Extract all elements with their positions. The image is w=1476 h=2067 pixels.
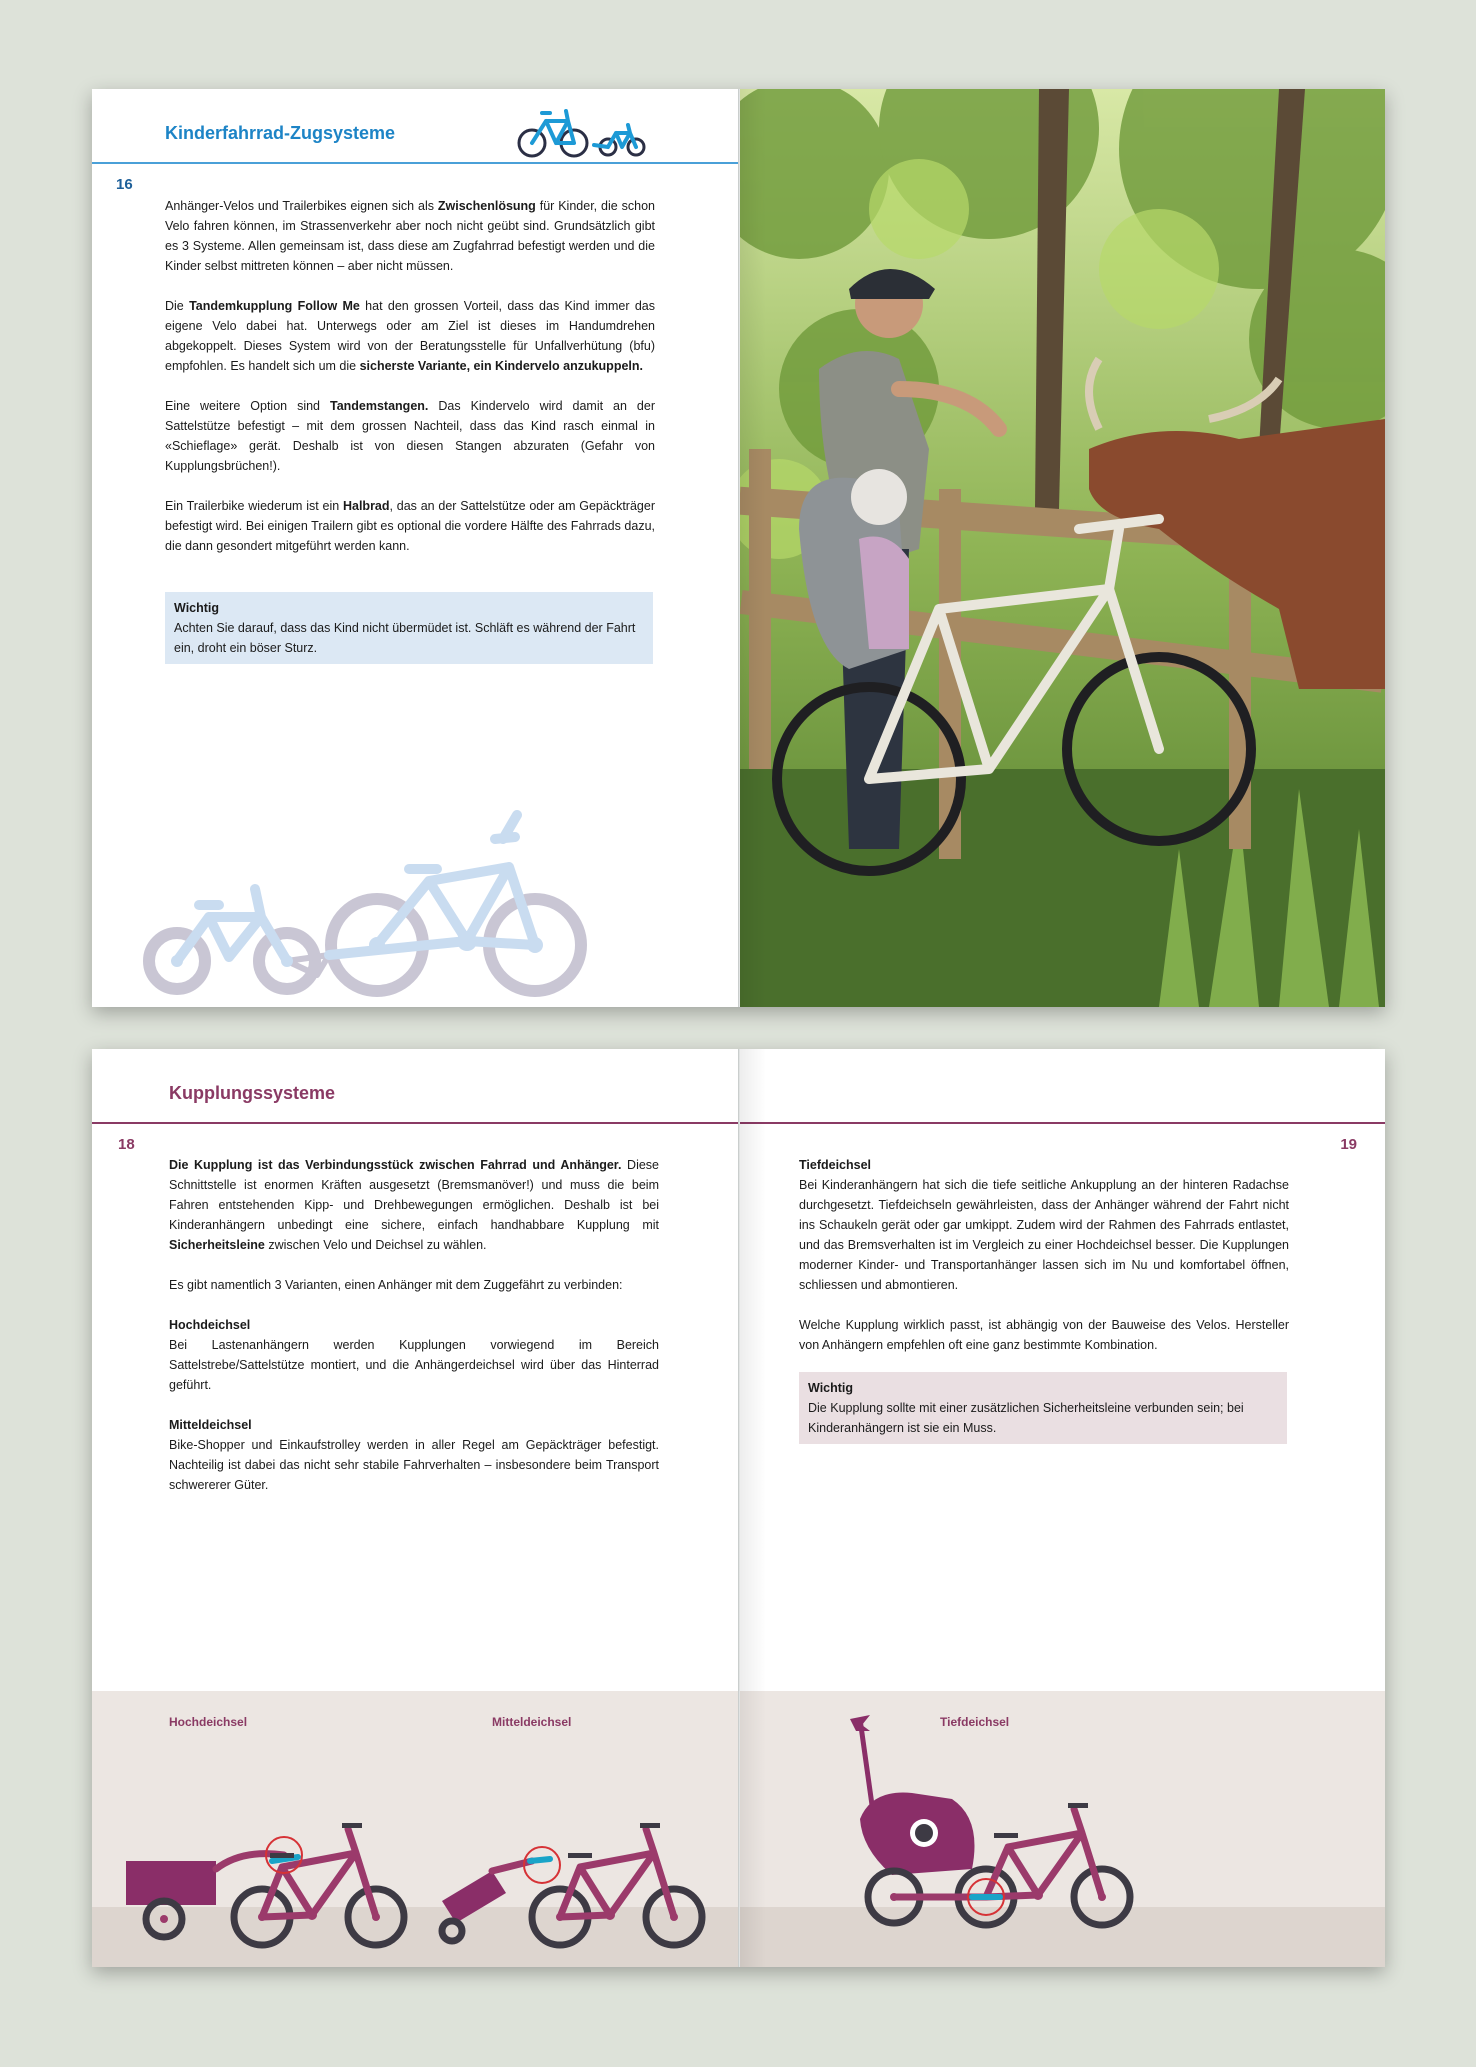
hochdeichsel-illustration (122, 1769, 422, 1949)
chapter-title: Kupplungssysteme (169, 1083, 336, 1103)
section-mitteldeichsel: Mitteldeichsel Bike-Shopper und Einkaufstrolley werden in aller Regel am Gepäckträger befestigt. Nachteilig ist dabei das nicht sehr stabile Fahrverhalten – insbesondere beim Transport schwererer Güter. (169, 1418, 659, 1492)
header-bikes-icon (512, 99, 652, 159)
right-body-text (799, 1155, 1289, 1375)
paragraph-follow-me: Die Tandemkupplung Follow Me hat den grossen Vorteil, dass das Kind immer das eigene Velo dabei hat. Unterwegs oder am Ziel ist dieses im Handumdrehen abgekoppelt. Dieses System wird von der Beratungsstelle für Unfallverhütung (bfu) empfohlen. Es handelt sich um die sicherste Variante, ein Kindervelo anzukuppeln. (165, 299, 656, 373)
note-title: Wichtig (174, 601, 220, 615)
paragraph-tandemstangen: Eine weitere Option sind Tandemstangen. Das Kindervelo wird damit an der Sattelstütze befestigt – mit dem grossen Nachteil, dass das Kind rasch einmal in «Schieflage» gerät. Deshalb ist von diesen Stangen abzuraten (Gefahr von Kupplungsbrüchen!). (165, 399, 655, 473)
label-tiefdeichsel: Tiefdeichsel (940, 1715, 1010, 1729)
section-heading: Hochdeichsel (169, 1318, 251, 1332)
left-body-text (169, 1155, 659, 1515)
note-text: Achten Sie darauf, dass das Kind nicht übermüdet ist. Schläft es während der Fahrt ein, droht ein böser Sturz. (174, 621, 636, 655)
spread-kinderfahrrad (92, 89, 1385, 1007)
important-note (165, 592, 653, 664)
page-number-left: 18 (118, 1136, 135, 1153)
section-heading: Tiefdeichsel (799, 1158, 872, 1172)
spread-kupplungssysteme (92, 1049, 1385, 1967)
note-text: Die Kupplung sollte mit einer zusätzlichen Sicherheitsleine verbunden sein; bei Kinderanhängern ist sie ein Muss. (808, 1401, 1244, 1435)
important-note (799, 1372, 1287, 1444)
tiefdeichsel-illustration (832, 1709, 1162, 1949)
mitteldeichsel-illustration (432, 1769, 732, 1949)
label-hochdeichsel: Hochdeichsel (169, 1715, 248, 1729)
bike-illustration (117, 789, 677, 1007)
paragraph-varianten: Es gibt namentlich 3 Varianten, einen Anhänger mit dem Zuggefährt zu verbinden: (169, 1278, 623, 1292)
body-text (165, 196, 655, 576)
paragraph-intro: Anhänger-Velos und Trailerbikes eignen sich als Zwischenlösung für Kinder, die schon Velo fahren können, im Strassenverkehr aber noch nicht geübt sind. Grundsätzlich gibt es 3 Systeme. Allen gemeinsam ist, dass diese am Zugfahrrad befestigt werden und die Kinder selbst mittreten können – aber nicht müssen. (165, 199, 655, 273)
header-rule (92, 162, 739, 164)
gutter (738, 89, 740, 1007)
paragraph-trailerbike: Ein Trailerbike wiederum ist ein Halbrad, das an der Sattelstütze oder am Gepäckträger befestigt wird. Bei einigen Trailern gibt es optional die vordere Hälfte des Fahrrads dazu, die dann gesondert mitgeführt werden kann. (165, 499, 655, 553)
paragraph-passende-kupplung: Welche Kupplung wirklich passt, ist abhängig von der Bauweise des Velos. Hersteller von Anhängern empfehlen oft eine ganz bestimmte Kombination. (799, 1318, 1289, 1352)
label-mitteldeichsel: Mitteldeichsel (492, 1715, 572, 1729)
page-16 (92, 89, 739, 1007)
photo-page (739, 89, 1385, 1007)
photo-cyclist-with-cow (739, 89, 1385, 1007)
gutter (738, 1049, 740, 1967)
page-number: 16 (116, 176, 133, 193)
paragraph-kupplung: Die Kupplung ist das Verbindungsstück zwischen Fahrrad und Anhänger. Diese Schnittstelle ist enormen Kräften ausgesetzt (Bremsmanöver!) und muss die beim Fahren entstehenden Kipp- und Drehbewegungen ermöglichen. Deshalb ist bei Kinderanhängern unbedingt eine sichere, einfach handhabbare Kupplung mit Sicherheitsleine zwischen Velo und Deichsel zu wählen. (169, 1158, 659, 1252)
chapter-title: Kinderfahrrad-Zugsysteme (165, 123, 396, 143)
page-number-right: 19 (1340, 1136, 1357, 1153)
section-hochdeichsel: Hochdeichsel Bei Lastenanhängern werden Kupplungen vorwiegend im Bereich Sattelstrebe/Sattelstütze montiert, und die Anhängerdeichsel wird über das Hinterrad geführt. (169, 1318, 659, 1392)
note-title: Wichtig (808, 1381, 854, 1395)
section-heading: Mitteldeichsel (169, 1418, 252, 1432)
section-tiefdeichsel: Tiefdeichsel Bei Kinderanhängern hat sich die tiefe seitliche Ankupplung an der hinteren Radachse durchgesetzt. Tiefdeichseln gewährleisten, dass der Anhänger während der Fahrt nicht ins Schaukeln gerät oder gar umkippt. Zudem wird der Rahmen des Fahrrads entlastet, und das Bremsverhalten ist im Vergleich zu einer Hochdeichsel besser. Die Kupplungen moderner Kinder- und Transportanhänger lassen sich im Nu und komfortabel öffnen, schliessen und abmontieren. (799, 1158, 1289, 1292)
